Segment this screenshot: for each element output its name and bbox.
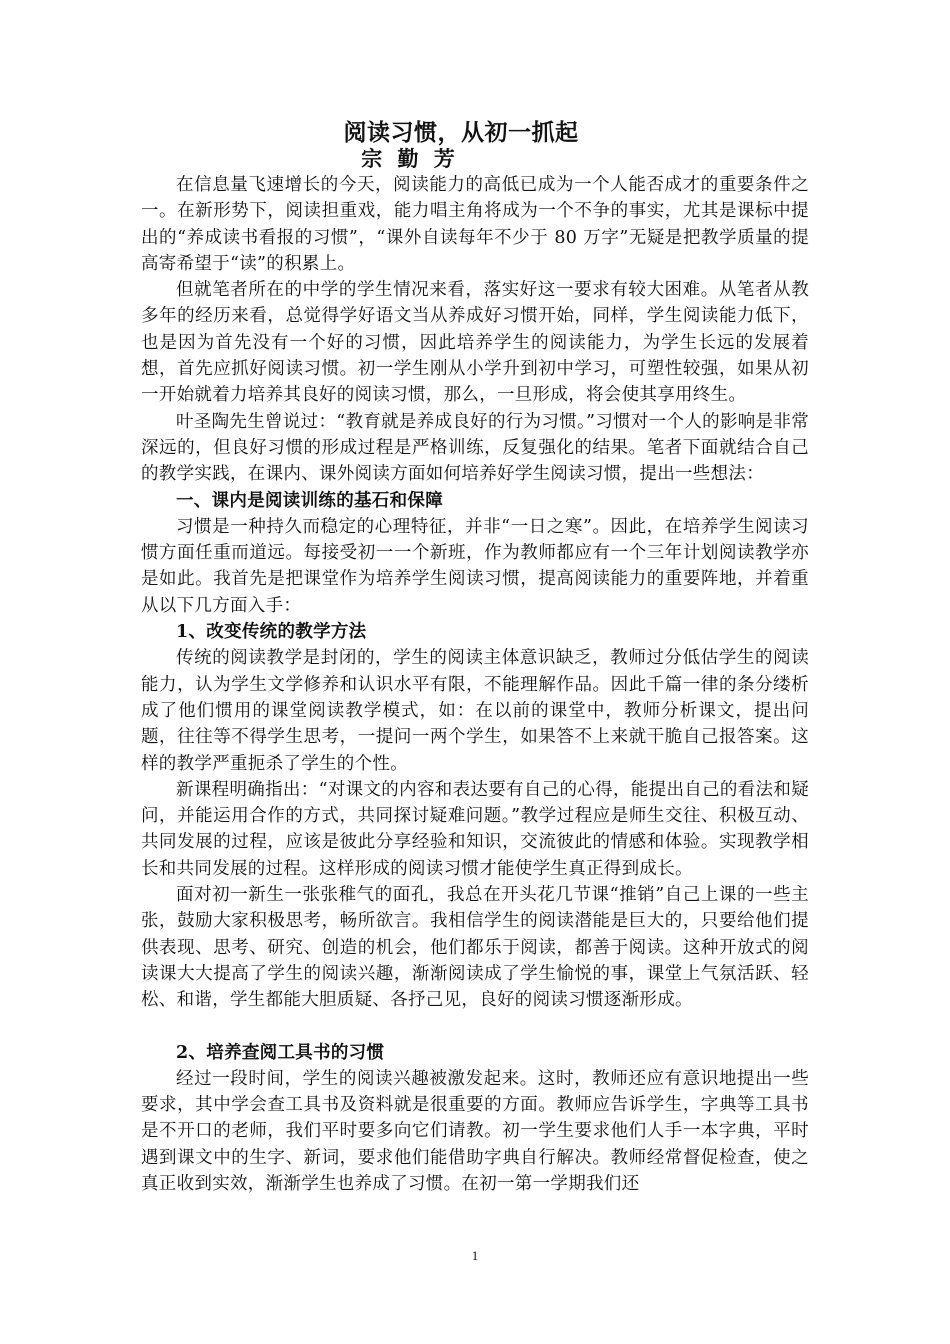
paragraph-intro-1: 在信息量飞速增长的今天，阅读能力的高低已成为一个人能否成才的重要条件之一。在新形势下，阅读担重戏，能力唱主角将成为一个不争的事实，尤其是课标中提出的“养成读书看报的习惯”，“课外自读每年不少于 80 万字”无疑是把教学质量的提高寄希望于“读”的积累上。 — [141, 175, 809, 274]
section-heading-1: 一、课内是阅读训练的基石和保障 — [176, 490, 443, 511]
subsection-1-paragraph-1: 传统的阅读教学是封闭的，学生的阅读主体意识缺乏，教师过分低估学生的阅读能力，认为学生文学修养和认识水平有限，不能理解作品。因此千篇一律的条分缕析成了他们惯用的课堂阅读教学模式，如：在以前的课堂中，教师分析课文，提出问题，往往等不得学生思考，一提问一两个学生，如果答不上来就干脆自己报答案。这样的教学严重扼杀了学生的个性。 — [141, 648, 809, 774]
section-1-intro: 习惯是一种持久而稳定的心理特征，并非“一日之寒”。因此，在培养学生阅读习惯方面任重而道远。每接受初一一个新班，作为教师都应有一个三年计划阅读教学亦是如此。我首先是把课堂作为培养学生阅读习惯，提高阅读能力的重要阵地，并着重从以下几方面入手： — [141, 516, 809, 616]
subsection-1-paragraph-2: 新课程明确指出：“对课文的内容和表达要有自己的心得，能提出自己的看法和疑问，并能运用合作的方式，共同探讨疑难问题。”教学过程应是师生交往、积极互动、共同发展的过程，应该是彼此分享经验和知识，交流彼此的情感和体验。实现教学相长和共同发展的过程。这样形成的阅读习惯才能使学生真正得到成长。 — [141, 779, 809, 879]
paragraph-intro-3: 叶圣陶先生曾说过：“教育就是养成良好的行为习惯。”习惯对一个人的影响是非常深远的，但良好习惯的形成过程是严格训练，反复强化的结果。笔者下面就结合自己的教学实践，在课内、课外阅读方面如何培养好学生阅读习惯，提出一些想法： — [141, 411, 809, 485]
paragraph-intro-2: 但就笔者所在的中学的学生情况来看，落实好这一要求有较大困难。从笔者从教多年的经历来看，总觉得学好语文当从养成好习惯开始，同样，学生阅读能力低下，也是因为首先没有一个好的习惯，因此培养学生的阅读能力，为学生长远的发展着想，首先应抓好阅读习惯。初一学生刚从小学升到初中学习，可塑性较强，如果从初一开始就着力培养其良好的阅读习惯，那么，一旦形成，将会使其享用终生。 — [141, 280, 809, 406]
page-title: 阅读习惯，从初一抓起 — [343, 119, 579, 146]
document-body — [141, 118, 809, 1197]
subsection-2-paragraph-1: 经过一段时间，学生的阅读兴趣被激发起来。这时，教师还应有意识地提出一些要求，其中学会查工具书及资料就是很重要的方面。教师应告诉学生，字典等工具书是不开口的老师，我们平时要多向它们请教。初一学生要求他们人手一本字典，平时遇到课文中的生字、新词，要求他们能借助字典自行解决。教师经常督促检查，使之真正收到实效，渐渐学生也养成了习惯。在初一第一学期我们还 — [141, 1068, 809, 1194]
blank-line — [141, 1014, 809, 1040]
author-name: 宗 勤 芳 — [361, 146, 459, 171]
subsection-1-paragraph-3: 面对初一新生一张张稚气的面孔，我总在开头花几节课“推销”自己上课的一些主张，鼓励大家积极思考，畅所欲言。我相信学生的阅读潜能是巨大的，只要给他们提供表现、思考、研究、创造的机会，他们都乐于阅读，都善于阅读。这种开放式的阅读课大大提高了学生的阅读兴趣，渐渐阅读成了学生愉悦的事，课堂上气氛活跃、轻松、和谐，学生都能大胆质疑、各抒己见，良好的阅读习惯逐渐形成。 — [141, 885, 809, 1011]
subsection-heading-1: 1、改变传统的教学方法 — [176, 622, 367, 643]
page-number: 1 — [471, 1248, 479, 1263]
subsection-heading-2: 2、培养查阅工具书的习惯 — [176, 1042, 385, 1063]
